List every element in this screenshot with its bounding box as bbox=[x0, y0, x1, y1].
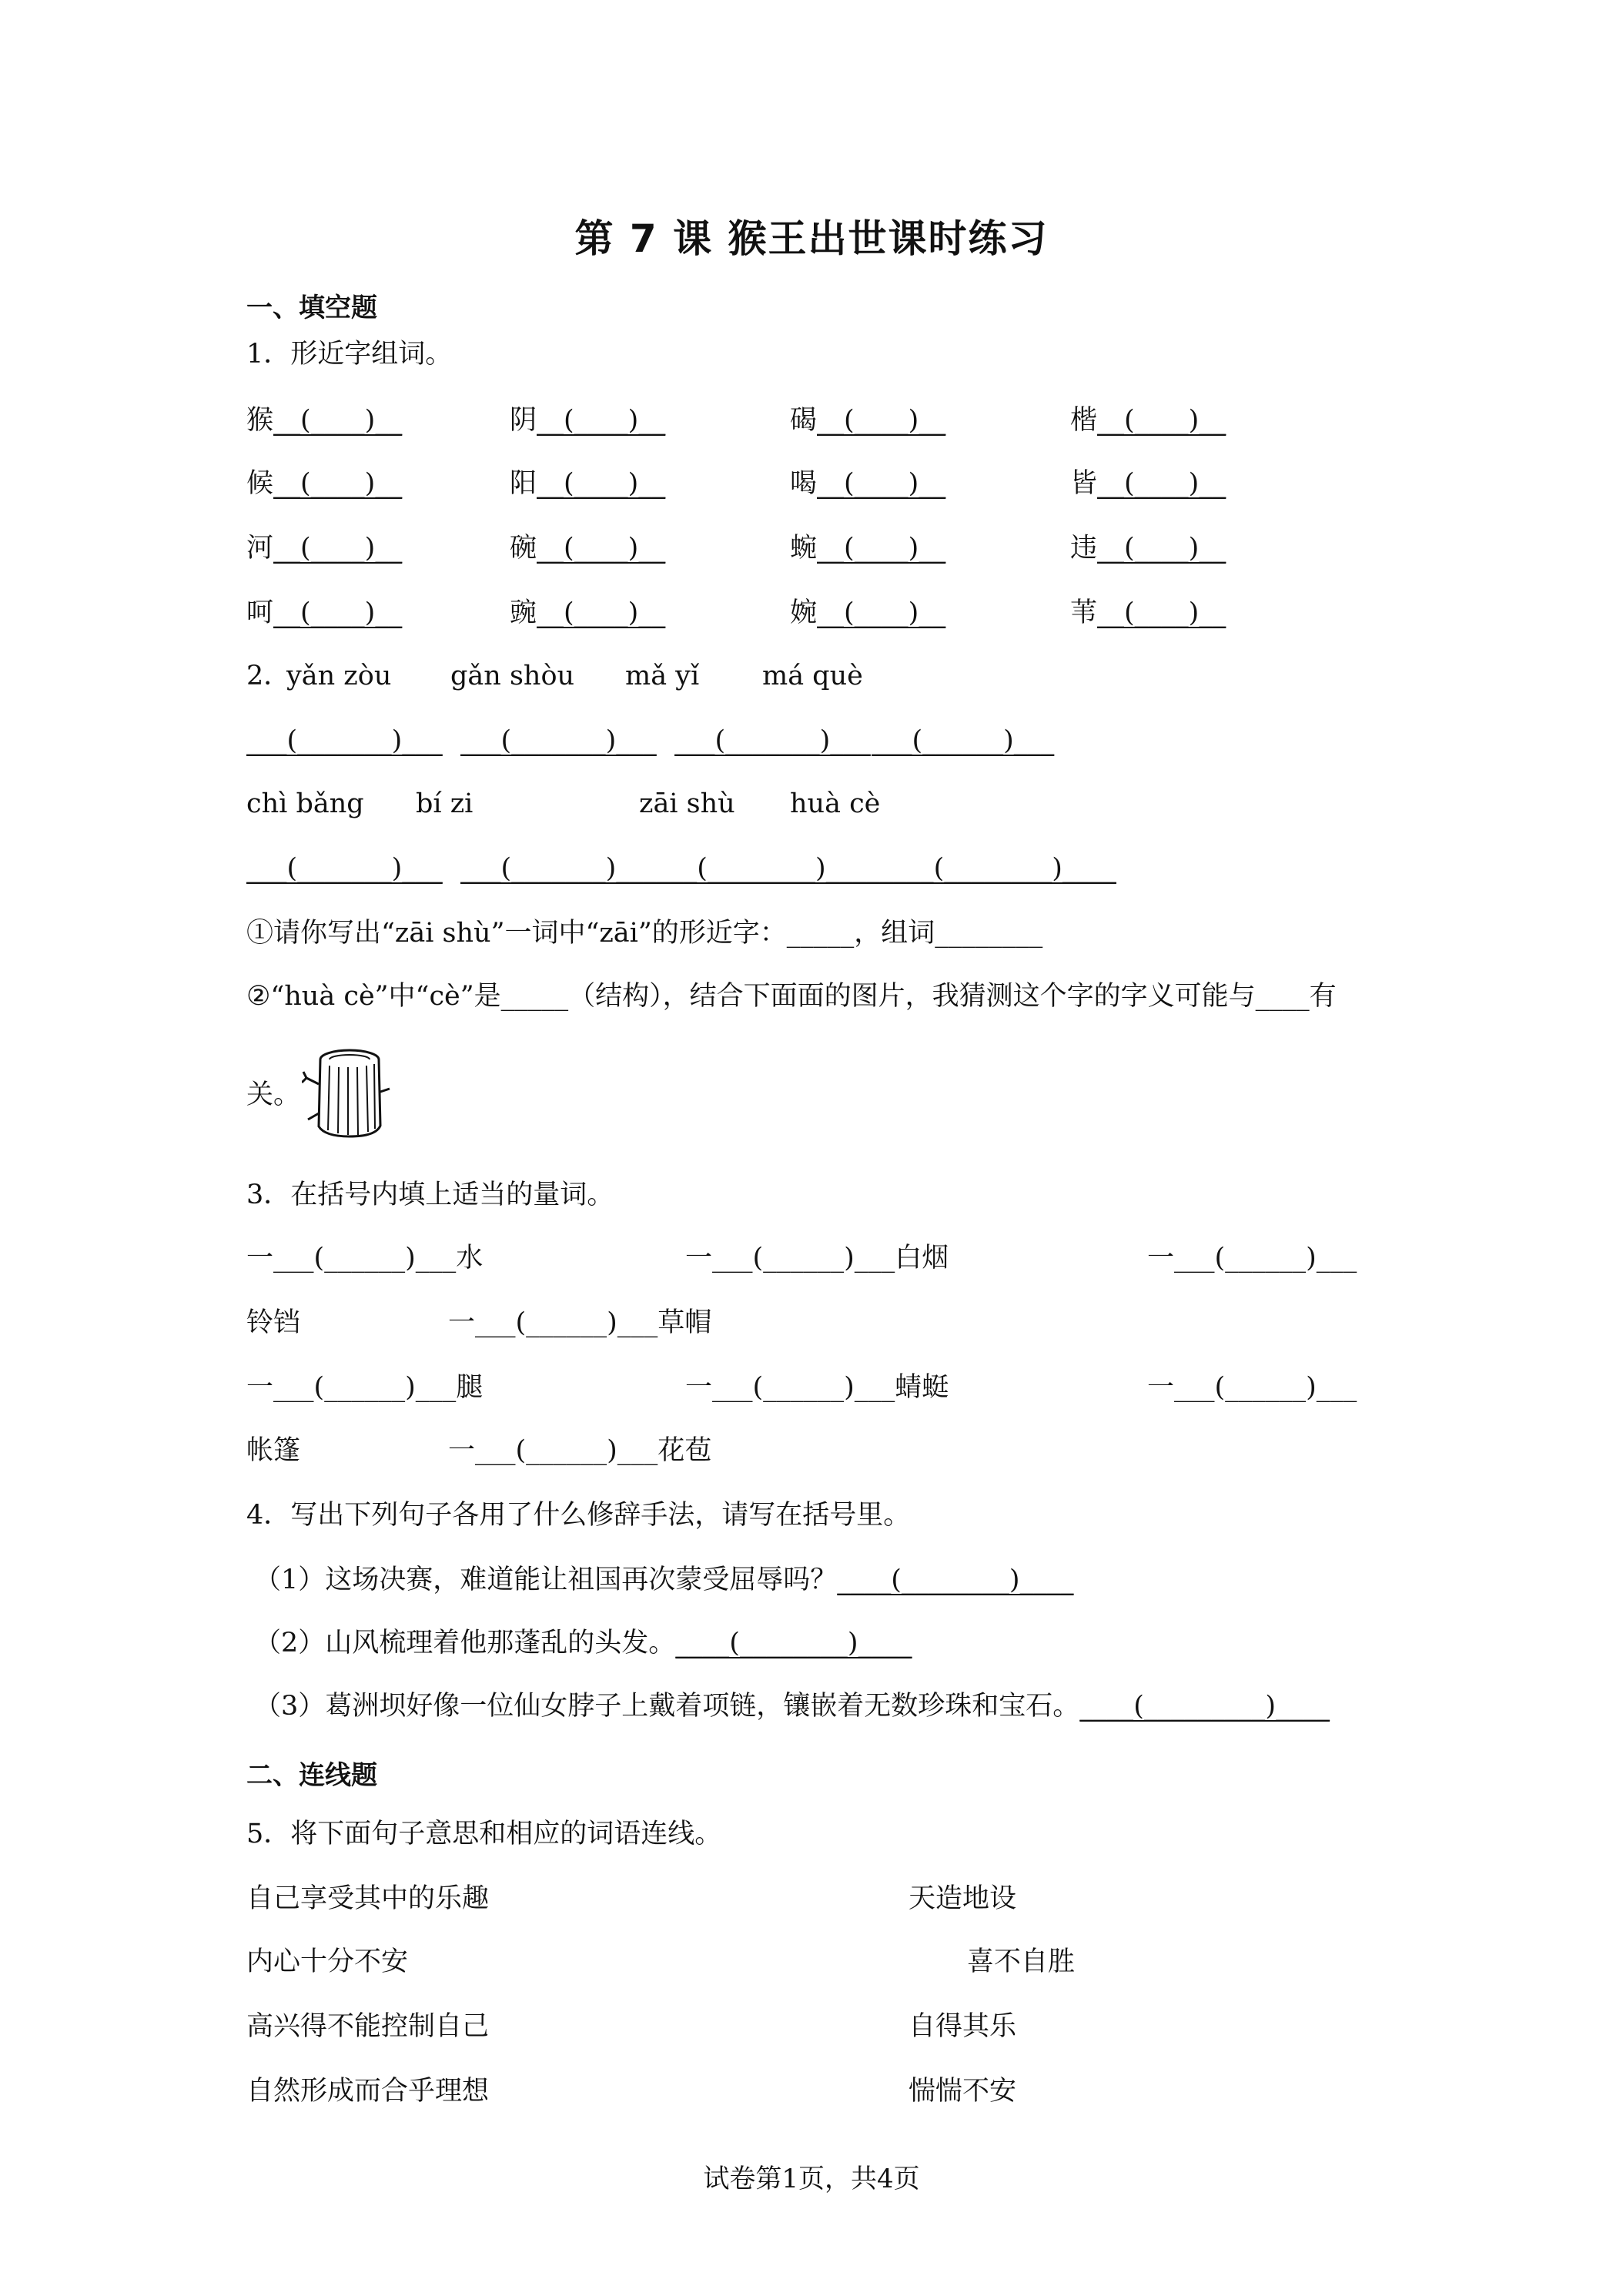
measure-item[interactable]: 一___(______)___腿 bbox=[246, 1372, 484, 1403]
pinyin-yan-zou: yǎn zòu bbox=[286, 661, 392, 691]
match-right-item[interactable]: 自得其乐 bbox=[909, 2011, 1017, 2042]
q2-prompt bbox=[246, 659, 290, 693]
measure-item[interactable]: 一___(______)___白烟 bbox=[685, 1243, 949, 1274]
similar-char: 楷 bbox=[1070, 405, 1098, 436]
answer-blank[interactable]: __(____)__ bbox=[537, 468, 666, 499]
measure-item[interactable]: 一___(______)___ bbox=[1147, 1243, 1357, 1274]
section-matching: 二、连线题 bbox=[246, 1760, 377, 1791]
measure-item[interactable]: 一___(______)___蜻蜓 bbox=[685, 1372, 949, 1403]
similar-char-item bbox=[790, 596, 945, 630]
similar-char: 候 bbox=[246, 468, 274, 499]
answer-blank[interactable]: ____(________)____ bbox=[675, 1628, 912, 1658]
similar-char-item bbox=[246, 596, 402, 630]
similar-char-item bbox=[1070, 531, 1226, 565]
measure-item[interactable]: 一___(______)___水 bbox=[246, 1243, 484, 1274]
pinyin-bi-zi: bí zi bbox=[416, 788, 474, 819]
answer-blank[interactable]: __(____)__ bbox=[817, 533, 946, 564]
match-left-item[interactable]: 内心十分不安 bbox=[246, 1946, 409, 1977]
answer-blank[interactable]: ___(_______)___ bbox=[460, 725, 657, 756]
answer-blank[interactable]: __(____)__ bbox=[817, 468, 946, 499]
answer-blank[interactable]: __(____)__ bbox=[1097, 405, 1226, 436]
similar-char-item bbox=[510, 467, 665, 500]
pinyin-chi-bang: chì bǎng bbox=[246, 788, 364, 819]
rhetoric-item bbox=[254, 1689, 1330, 1723]
measure-item[interactable]: 一___(______)___花苞 bbox=[448, 1435, 712, 1466]
pinyin-hua-ce: huà cè bbox=[790, 788, 881, 819]
similar-char-item bbox=[1070, 467, 1226, 500]
similar-char: 喝 bbox=[790, 468, 818, 499]
pinyin-gan-shou: gǎn shòu bbox=[450, 661, 575, 691]
q2-sub2: ②“huà cè”中“cè”是_____（结构），结合下面面的图片，我猜测这个字的字义可能与____有 bbox=[246, 981, 1337, 1012]
page-footer: 试卷第1页，共4页 bbox=[703, 2164, 920, 2194]
similar-char-item bbox=[246, 467, 402, 500]
answer-blank[interactable]: __(____)__ bbox=[273, 597, 403, 628]
answer-blank[interactable]: __(____)__ bbox=[1097, 597, 1226, 628]
measure-item-cont: 铃铛 bbox=[246, 1307, 301, 1338]
rhetoric-sentence: （1）这场决赛，难道能让祖国再次蒙受屈辱吗？ bbox=[254, 1565, 838, 1595]
rhetoric-item bbox=[254, 1626, 912, 1660]
similar-char-item bbox=[790, 467, 945, 500]
answer-blank[interactable]: __(____)__ bbox=[537, 597, 666, 628]
similar-char-item bbox=[246, 403, 402, 437]
similar-char-item bbox=[510, 531, 665, 565]
similar-char: 呵 bbox=[246, 597, 274, 628]
tree-stump-image bbox=[302, 1046, 394, 1146]
similar-char: 碗 bbox=[510, 533, 537, 564]
match-right-item[interactable]: 喜不自胜 bbox=[967, 1946, 1076, 1977]
q2-sub2-end: 关。 bbox=[246, 1079, 301, 1110]
answer-blank[interactable]: ___(_______)___ bbox=[246, 725, 443, 756]
page-title: 第 7 课 猴王出世课时练习 bbox=[574, 216, 1049, 261]
answer-blank[interactable]: ___(_______)___ bbox=[246, 853, 443, 884]
pinyin-zai-shu: zāi shù bbox=[639, 788, 735, 819]
similar-char-item bbox=[510, 403, 665, 437]
pinyin-ma-que: má què bbox=[762, 661, 863, 691]
similar-char: 阳 bbox=[510, 468, 537, 499]
q2-sub1: ①请你写出“zāi shù”一词中“zāi”的形近字：_____，组词________ bbox=[246, 918, 1043, 949]
similar-char: 河 bbox=[246, 533, 274, 564]
similar-char-item bbox=[1070, 403, 1226, 437]
answer-blank[interactable]: __(____)__ bbox=[537, 533, 666, 564]
q2-number: 2． bbox=[246, 661, 291, 691]
similar-char: 猴 bbox=[246, 405, 274, 436]
similar-char: 违 bbox=[1070, 533, 1098, 564]
match-left-item[interactable]: 自然形成而合乎理想 bbox=[246, 2076, 490, 2107]
answer-blank[interactable]: __(____)__ bbox=[1097, 533, 1226, 564]
answer-blank[interactable]: __(____)__ bbox=[273, 468, 403, 499]
measure-item[interactable]: 一___(______)___ bbox=[1147, 1372, 1357, 1403]
answer-blank[interactable]: __(____)__ bbox=[273, 533, 403, 564]
match-left-item[interactable]: 高兴得不能控制自己 bbox=[246, 2011, 490, 2042]
answer-blank[interactable]: ____(________)____ bbox=[837, 1565, 1074, 1595]
answer-blank[interactable]: ___(_______)___ bbox=[674, 725, 871, 756]
similar-char-item bbox=[790, 403, 945, 437]
similar-char: 婉 bbox=[790, 597, 818, 628]
rhetoric-item bbox=[254, 1563, 1074, 1597]
match-right-item[interactable]: 天造地设 bbox=[909, 1883, 1017, 1914]
rhetoric-sentence: （2）山风梳理着他那蓬乱的头发。 bbox=[254, 1628, 676, 1658]
answer-blank[interactable]: ____(_________)____ bbox=[1079, 1691, 1330, 1722]
answer-blank[interactable]: __(____)__ bbox=[817, 405, 946, 436]
similar-char-item bbox=[1070, 596, 1226, 630]
q1-prompt: 1．形近字组词。 bbox=[246, 339, 453, 370]
pinyin-ma-yi: mǎ yǐ bbox=[625, 661, 700, 691]
answer-blank[interactable]: ___(_______)______(________)________(________)____ bbox=[460, 853, 1116, 884]
similar-char: 豌 bbox=[510, 597, 537, 628]
match-left-item[interactable]: 自己享受其中的乐趣 bbox=[246, 1883, 490, 1914]
similar-char-item bbox=[790, 531, 945, 565]
match-right-item[interactable]: 惴惴不安 bbox=[909, 2076, 1017, 2107]
similar-char: 碣 bbox=[790, 405, 818, 436]
answer-blank[interactable]: __(____)__ bbox=[537, 405, 666, 436]
answer-blank[interactable]: __(____)__ bbox=[273, 405, 403, 436]
similar-char-item bbox=[246, 531, 402, 565]
section-fill-blank: 一、填空题 bbox=[246, 293, 377, 323]
rhetoric-sentence: （3）葛洲坝好像一位仙女脖子上戴着项链，镶嵌着无数珍珠和宝石。 bbox=[254, 1691, 1080, 1722]
measure-item-cont: 帐篷 bbox=[246, 1435, 301, 1466]
q5-prompt: 5．将下面句子意思和相应的词语连线。 bbox=[246, 1819, 722, 1849]
measure-item[interactable]: 一___(______)___草帽 bbox=[448, 1307, 712, 1338]
q3-prompt: 3．在括号内填上适当的量词。 bbox=[246, 1180, 614, 1210]
similar-char: 阴 bbox=[510, 405, 537, 436]
similar-char: 蜿 bbox=[790, 533, 818, 564]
q4-prompt: 4．写出下列句子各用了什么修辞手法，请写在括号里。 bbox=[246, 1500, 911, 1531]
similar-char-item bbox=[510, 596, 665, 630]
similar-char: 皆 bbox=[1070, 468, 1098, 499]
similar-char: 苇 bbox=[1070, 597, 1098, 628]
answer-blank[interactable]: __(____)__ bbox=[1097, 468, 1226, 499]
answer-blank[interactable]: ___(______)___ bbox=[872, 725, 1055, 756]
answer-blank[interactable]: __(____)__ bbox=[817, 597, 946, 628]
